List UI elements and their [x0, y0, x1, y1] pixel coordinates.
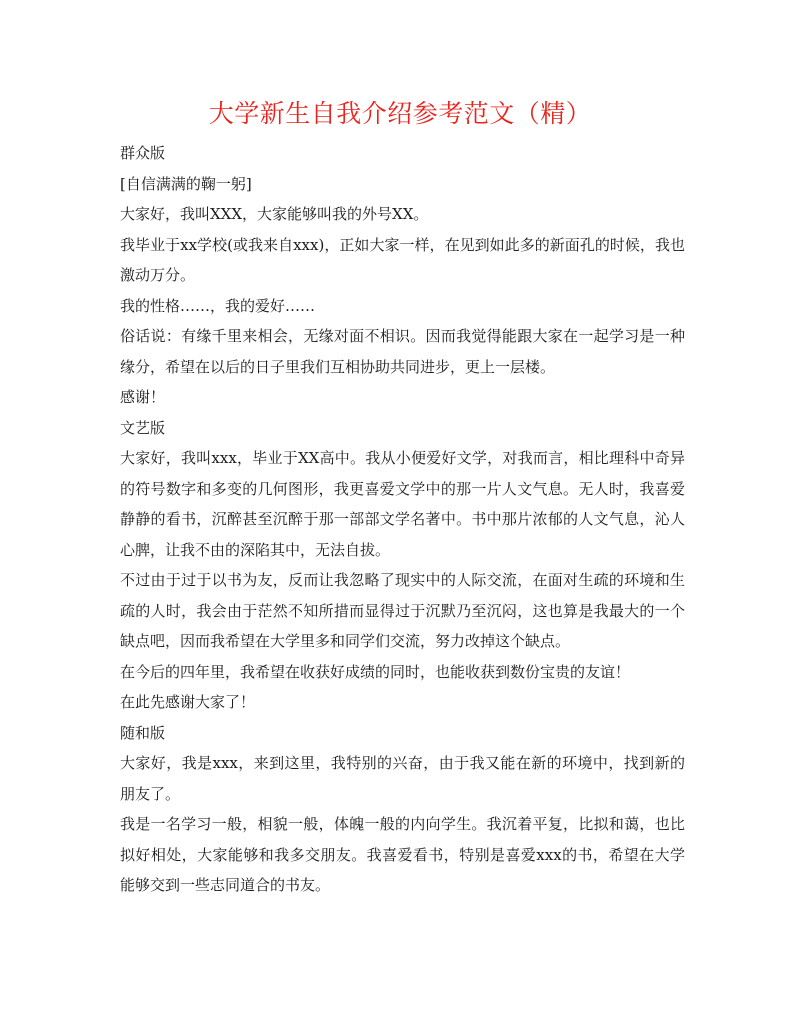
paragraph: 我毕业于xx学校(或我来自xxx)，正如大家一样，在见到如此多的新面孔的时候，我也激动万分。 [120, 235, 685, 284]
paragraph: 大家好，我叫xxx，毕业于XX高中。我从小便爱好文学，对我而言，相比理科中奇异的符号数字和多变的几何图形，我更喜爱文学中的那一片人文气息。无人时，我喜爱静静的看书，沉醉甚至沉醉于那一部部文学名著中。书中那片浓郁的人文气息，沁人心脾，让我不由的深陷其中，无法自拔。 [120, 449, 685, 559]
document-body [120, 138, 685, 901]
paragraph-heading: 群众版 [120, 144, 166, 162]
paragraph: 大家好，我叫XXX，大家能够叫我的外号XX。 [120, 205, 429, 223]
paragraph: 在今后的四年里，我希望在收获好成绩的同时，也能收获到数份宝贵的友谊！ [120, 662, 631, 681]
paragraph-heading: 文艺版 [120, 418, 166, 437]
document-title: 大学新生自我介绍参考范文（精） [208, 99, 592, 128]
paragraph-heading: 随和版 [120, 723, 166, 742]
paragraph: 我的性格……，我的爱好…… [120, 296, 316, 315]
paragraph: [自信满满的鞠一躬] [120, 174, 252, 193]
paragraph: 大家好，我是xxx，来到这里，我特别的兴奋，由于我又能在新的环境中，找到新的朋友了。 [120, 754, 685, 803]
paragraph: 不过由于过于以书为友，反而让我忽略了现实中的人际交流，在面对生疏的环境和生疏的人时，我会由于茫然不知所措而显得过于沉默乃至沉闷，这也算是我最大的一个缺点吧，因而我希望在大学里多和同学们交流，努力改掉这个缺点。 [120, 571, 685, 650]
paragraph: 在此先感谢大家了！ [120, 693, 256, 711]
paragraph: 俗话说：有缘千里来相会，无缘对面不相识。因而我觉得能跟大家在一起学习是一种缘分，希望在以后的日子里我们互相协助共同进步，更上一层楼。 [120, 327, 685, 376]
paragraph: 我是一名学习一般，相貌一般，体魄一般的内向学生。我沉着平复，比拟和蔼，也比拟好相处，大家能够和我多交朋友。我喜爱看书，特别是喜爱xxx的书，希望在大学能够交到一些志同道合的书友。 [120, 815, 685, 894]
paragraph: 感谢！ [120, 388, 166, 406]
